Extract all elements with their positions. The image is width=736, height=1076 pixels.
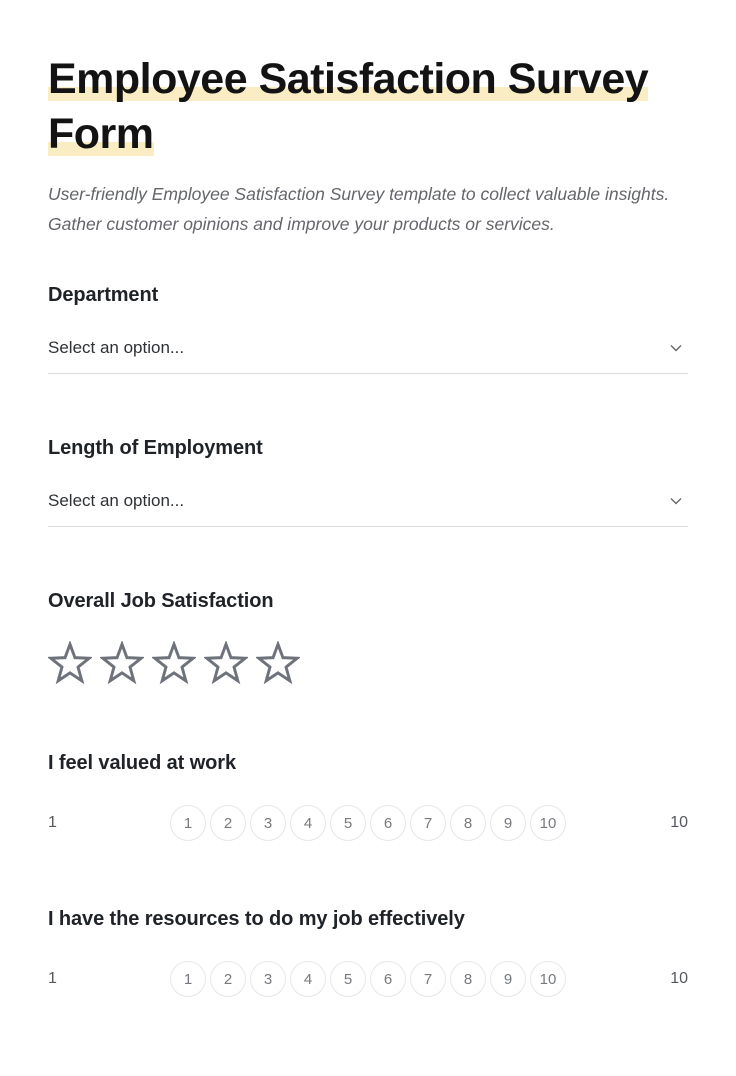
department-select[interactable] xyxy=(48,337,688,374)
employment-length-label: Length of Employment xyxy=(48,437,263,459)
field-valued-at-work xyxy=(48,751,688,841)
job-satisfaction-label: Overall Job Satisfaction xyxy=(48,590,274,612)
scale-option-button[interactable]: 8 xyxy=(450,805,486,841)
page-description: User-friendly Employee Satisfaction Survey template to collect valuable insights. Gather customer opinions and improve your products or services. xyxy=(48,184,670,234)
department-select-placeholder: Select an option... xyxy=(48,338,185,357)
scale-option-button[interactable]: 4 xyxy=(290,961,326,997)
star-icon[interactable] xyxy=(256,641,300,685)
scale-min-label: 1 xyxy=(48,814,57,831)
chevron-down-icon xyxy=(668,340,684,356)
page-title xyxy=(48,52,688,162)
chevron-down-icon xyxy=(668,493,684,509)
star-icon[interactable] xyxy=(48,641,92,685)
employment-length-select-placeholder: Select an option... xyxy=(48,491,185,510)
star-rating xyxy=(48,641,688,685)
field-employment-length xyxy=(48,436,688,527)
scale-option-button[interactable]: 3 xyxy=(250,961,286,997)
scale-option-button[interactable]: 2 xyxy=(210,805,246,841)
employment-length-select[interactable] xyxy=(48,490,688,527)
scale-option-button[interactable]: 9 xyxy=(490,961,526,997)
scale-option-button[interactable]: 1 xyxy=(170,961,206,997)
scale-option-button[interactable]: 1 xyxy=(170,805,206,841)
scale-option-button[interactable]: 6 xyxy=(370,805,406,841)
scale-max-label: 10 xyxy=(670,814,688,831)
resources-scale xyxy=(48,961,688,997)
scale-option-button[interactable]: 7 xyxy=(410,961,446,997)
scale-option-button[interactable]: 2 xyxy=(210,961,246,997)
scale-option-button[interactable]: 6 xyxy=(370,961,406,997)
scale-option-button[interactable]: 5 xyxy=(330,805,366,841)
field-job-satisfaction xyxy=(48,589,688,685)
field-department xyxy=(48,283,688,374)
star-icon[interactable] xyxy=(100,641,144,685)
survey-form xyxy=(48,52,688,997)
valued-at-work-label: I feel valued at work xyxy=(48,752,236,774)
scale-option-button[interactable]: 7 xyxy=(410,805,446,841)
scale-max-label: 10 xyxy=(670,970,688,987)
field-resources xyxy=(48,907,688,997)
scale-option-button[interactable]: 3 xyxy=(250,805,286,841)
scale-option-button[interactable]: 10 xyxy=(530,805,566,841)
scale-options xyxy=(170,961,566,997)
page-title-text: Employee Satisfaction Survey Form xyxy=(48,55,649,158)
department-label: Department xyxy=(48,284,159,306)
star-icon[interactable] xyxy=(204,641,248,685)
scale-option-button[interactable]: 8 xyxy=(450,961,486,997)
scale-options xyxy=(170,805,566,841)
valued-at-work-scale xyxy=(48,805,688,841)
scale-option-button[interactable]: 4 xyxy=(290,805,326,841)
scale-option-button[interactable]: 9 xyxy=(490,805,526,841)
star-icon[interactable] xyxy=(152,641,196,685)
scale-option-button[interactable]: 10 xyxy=(530,961,566,997)
scale-min-label: 1 xyxy=(48,970,57,987)
resources-label: I have the resources to do my job effectively xyxy=(48,908,465,930)
scale-option-button[interactable]: 5 xyxy=(330,961,366,997)
